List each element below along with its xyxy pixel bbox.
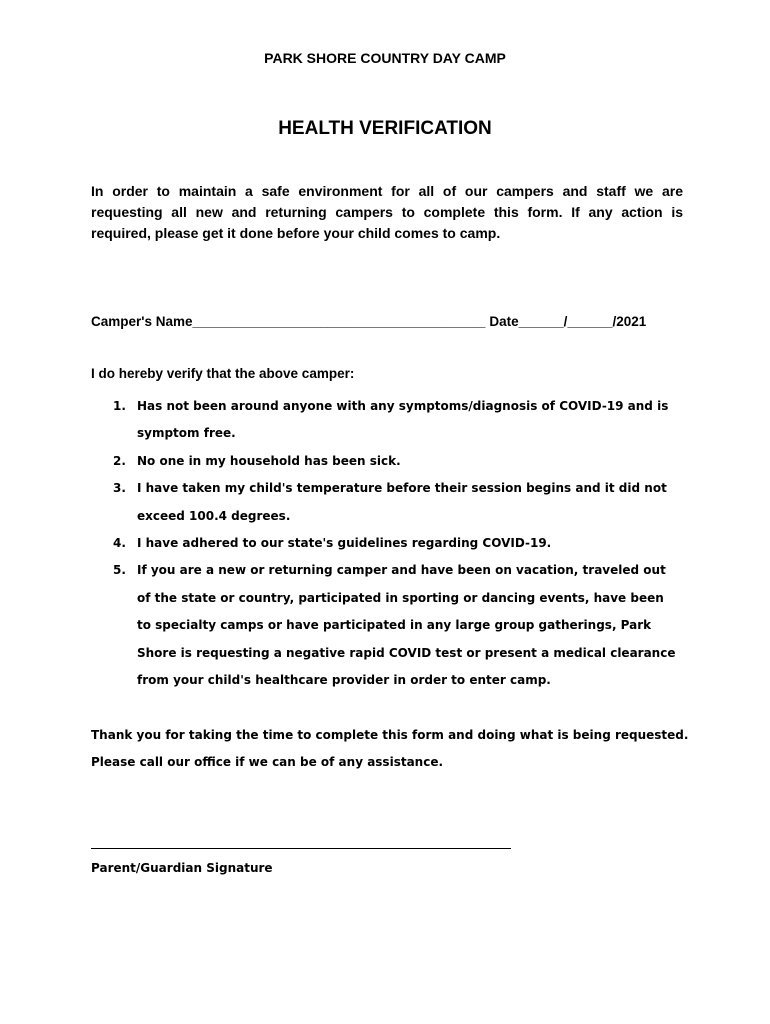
date-separator: /	[563, 314, 568, 329]
camper-info-line	[91, 314, 646, 329]
list-item	[91, 448, 681, 475]
list-item-text: I have taken my child's temperature before their session begins and it did not exceed 100.4 degrees.	[137, 481, 667, 523]
list-item-number: 4.	[113, 536, 126, 551]
list-item-text: No one in my household has been sick.	[137, 453, 401, 468]
verification-statement: I do hereby verify that the above camper:	[91, 366, 355, 381]
date-label: Date	[489, 314, 519, 329]
list-item-number: 1.	[113, 399, 126, 413]
list-item	[91, 393, 681, 448]
signature-field[interactable]	[91, 848, 511, 849]
list-item	[91, 557, 681, 694]
date-month-field[interactable]: ______	[518, 314, 564, 329]
list-item-number: 2.	[113, 453, 126, 468]
form-title: HEALTH VERIFICATION	[278, 118, 492, 139]
date-day-field[interactable]: ______	[567, 314, 613, 329]
intro-paragraph: In order to maintain a safe environment for all of our campers and staff we are requesting all new and returning campers to complete this form. If any action is required, please get it done before your child comes to camp.	[91, 183, 683, 241]
list-item-number: 3.	[113, 481, 126, 496]
verification-checklist	[91, 393, 681, 694]
signature-label: Parent/Guardian Signature	[91, 861, 273, 875]
list-item	[91, 475, 681, 530]
organization-name: PARK SHORE COUNTRY DAY CAMP	[264, 50, 506, 66]
camper-name-field[interactable]: _______________________________________	[192, 314, 486, 329]
list-item-text: If you are a new or returning camper and have been on vacation, traveled out of the state or country, participated in sporting or dancing events, have been to specialty camps or have participated in any large group gatherings, Park Shore is requesting a negative rapid COVID test or present a medical clearance from your child's healthcare provider in order to enter camp.	[137, 563, 676, 688]
list-item-number: 5.	[113, 563, 126, 578]
date-year: /2021	[612, 314, 647, 329]
closing-paragraph: Thank you for taking the time to complete this form and doing what is being requested. Please call our office if we can be of any assistance.	[91, 728, 689, 769]
list-item-text: I have adhered to our state's guidelines regarding COVID-19.	[137, 536, 552, 551]
list-item	[91, 530, 681, 557]
list-item-text: Has not been around anyone with any symptoms/diagnosis of COVID-19 and is symptom free.	[137, 399, 669, 441]
camper-name-label: Camper's Name	[91, 314, 193, 329]
